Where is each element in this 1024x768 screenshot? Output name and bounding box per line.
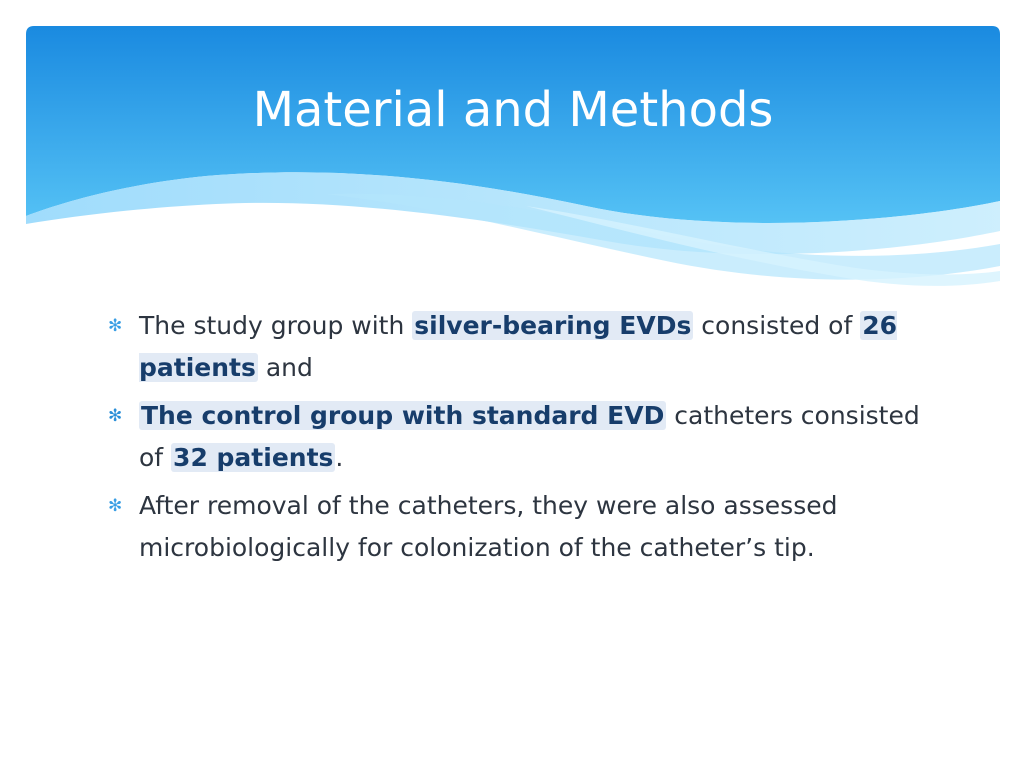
asterisk-bullet-icon: ✻ bbox=[108, 316, 123, 336]
list-item bbox=[108, 305, 928, 389]
asterisk-bullet-icon: ✻ bbox=[108, 496, 123, 516]
header-banner bbox=[26, 26, 1000, 296]
bullet-text: and bbox=[257, 353, 313, 382]
bullet-list bbox=[108, 305, 928, 575]
highlighted-count: 26 patients bbox=[139, 311, 898, 382]
highlighted-term: silver-bearing EVDs bbox=[414, 311, 692, 340]
bullet-text: consisted of bbox=[693, 311, 861, 340]
slide-title: Material and Methods bbox=[252, 82, 774, 138]
list-item bbox=[108, 395, 928, 479]
bullet-text: catheters consisted of bbox=[139, 401, 920, 472]
bullet-text: . bbox=[335, 443, 344, 472]
bullet-text: The study group with bbox=[139, 311, 413, 340]
list-item bbox=[108, 485, 928, 569]
highlighted-term: The control group with standard EVD bbox=[141, 401, 665, 430]
highlighted-count: 32 patients bbox=[173, 443, 334, 472]
asterisk-bullet-icon: ✻ bbox=[108, 406, 123, 426]
bullet-text: After removal of the catheters, they were also assessed microbiologically for colonization of the catheter’s tip. bbox=[139, 491, 838, 562]
header-wave-graphic bbox=[26, 26, 1000, 296]
